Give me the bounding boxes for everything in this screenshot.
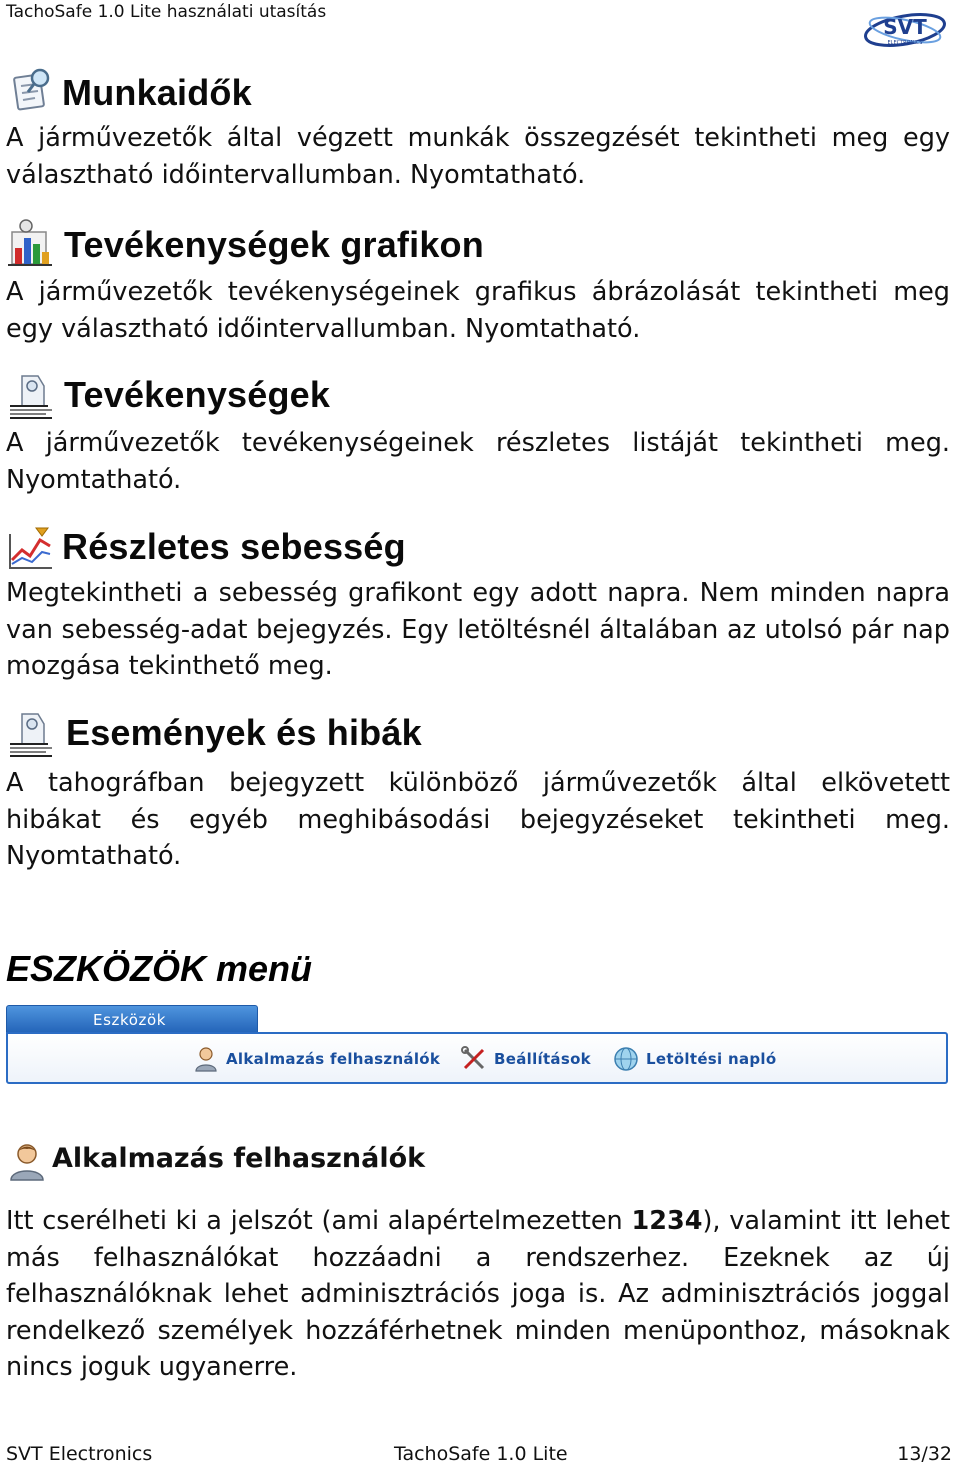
tools-menu-bar xyxy=(6,1005,950,1087)
section-text-tevekenysegek: A járművezetők tevékenységeinek részletes listáját tekintheti meg. Nyomtatható. xyxy=(6,428,950,495)
section-text-munkaidok: A járművezetők által végzett munkák összegzését tekintheti meg egy választható időintervallumban. Nyomtatható. xyxy=(6,123,950,190)
section-title-tevekenysegek-grafikon: Tevékenységek grafikon xyxy=(64,224,484,265)
menu-item-letoltesi-naplo[interactable] xyxy=(612,1042,776,1076)
svg-text:SVT: SVT xyxy=(883,15,927,39)
line-graph-icon xyxy=(6,524,54,572)
section-title-munkaidok: Munkaidők xyxy=(62,72,252,113)
subsection-text-alkalmazas-felhasznalok xyxy=(6,1203,950,1386)
section-text-tevekenysegek-grafikon: A járművezetők tevékenységeinek grafikus ábrázolását tekintheti meg egy választható időintervallumban. Nyomtatható. xyxy=(6,277,950,344)
user-icon xyxy=(8,1142,56,1190)
section-text-reszletes-sebesseg: Megtekintheti a sebesség grafikont egy adott napra. Nem minden napra van sebesség-adat bejegyzés. Egy letöltésnél általában az utolsó pár nap mozgása tekinthető meg. xyxy=(6,578,950,681)
menu-item-beallitasok[interactable] xyxy=(460,1042,591,1076)
section-title-reszletes-sebesseg: Részletes sebesség xyxy=(62,526,406,567)
tools-menu-panel xyxy=(6,1032,948,1084)
bar-chart-icon xyxy=(6,218,54,266)
default-password: 1234 xyxy=(631,1206,703,1236)
svg-text:ELECTRONICS: ELECTRONICS xyxy=(887,40,923,46)
tools-menu-heading: ESZKÖZÖK menü xyxy=(6,948,313,989)
tab-eszkozok[interactable]: Eszközök xyxy=(6,1005,258,1033)
text-after-password: ), valamint itt lehet más felhasználókat hozzáadni a rendszerhez. Ezeknek az új felhasználóknak lehet adminisztrációs joga is. Az adminisztrációs joggal rendelkező személyek hozzáférhetnek minden menüponthoz, másoknak nincs joguk ugyanerre. xyxy=(6,1206,950,1382)
document-title: TachoSafe 1.0 Lite használati utasítás xyxy=(6,2,327,22)
tools-icon xyxy=(460,1045,488,1073)
subsection-title-alkalmazas-felhasznalok: Alkalmazás felhasználók xyxy=(52,1143,426,1174)
section-title-esemenyek-es-hibak: Események és hibák xyxy=(66,712,422,753)
section-title-tevekenysegek: Tevékenységek xyxy=(64,374,331,415)
globe-log-icon xyxy=(612,1045,640,1073)
menu-item-alkalmazas-felhasznalok[interactable] xyxy=(192,1042,440,1076)
menu-item-label: Letöltési napló xyxy=(646,1050,777,1068)
svt-logo xyxy=(862,6,948,54)
user-icon xyxy=(192,1045,220,1073)
menu-item-label: Alkalmazás felhasználók xyxy=(226,1050,441,1068)
footer-company: SVT Electronics xyxy=(6,1443,153,1465)
footer-product: TachoSafe 1.0 Lite xyxy=(394,1443,568,1465)
clipboard-magnifier-icon xyxy=(10,66,58,114)
document-list-icon xyxy=(8,372,56,420)
footer-page-number: 13/32 xyxy=(897,1443,952,1465)
document-list-icon xyxy=(8,710,56,758)
text-before-password: Itt cserélheti ki a jelszót (ami alapértelmezetten xyxy=(6,1206,632,1236)
section-text-esemenyek-es-hibak: A tahográfban bejegyzett különböző járművezetők által elkövetett hibákat és egyéb meghibásodási bejegyzéseket tekintheti meg. Nyomtatható. xyxy=(6,768,950,871)
menu-item-label: Beállítások xyxy=(494,1050,591,1068)
